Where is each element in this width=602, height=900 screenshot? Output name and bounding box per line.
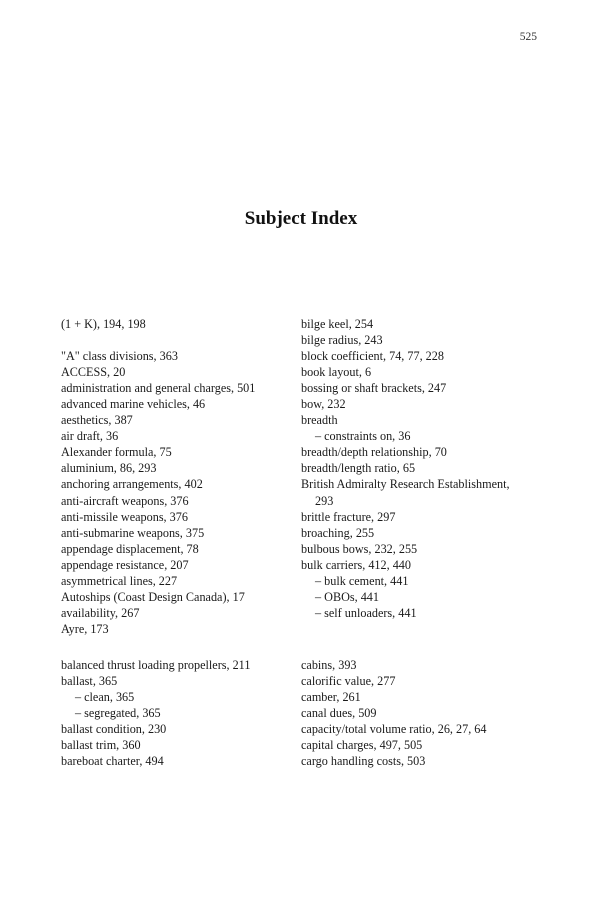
index-entry: British Admiralty Research Establishment, [301,477,510,492]
index-entry: appendage displacement, 78 [61,541,199,556]
index-entry: breadth/length ratio, 65 [301,461,416,476]
index-entry: Ayre, 173 [61,621,109,636]
index-entry: aesthetics, 387 [61,413,133,428]
index-entry: canal dues, 509 [301,706,377,721]
page-number: 525 [519,31,537,43]
index-entry: ballast trim, 360 [61,738,141,753]
index-entry: ACCESS, 20 [61,365,126,380]
index-entry: asymmetrical lines, 227 [61,573,178,588]
index-entry: availability, 267 [61,605,140,620]
index-entry: anti-missile weapons, 376 [61,509,188,524]
index-entry: administration and general charges, 501 [61,381,256,396]
index-entry: brittle fracture, 297 [301,509,396,524]
index-subentry: – clean, 365 [75,690,135,705]
index-column-left-lower [61,657,286,769]
index-entry: camber, 261 [301,690,361,705]
index-entry: cargo handling costs, 503 [301,754,426,769]
index-entry: bulk carriers, 412, 440 [301,557,411,572]
index-entry: book layout, 6 [301,365,372,380]
index-entry: ballast condition, 230 [61,722,167,737]
index-entry: breadth/depth relationship, 70 [301,445,447,460]
index-entry: Alexander formula, 75 [61,445,172,460]
index-entry: "A" class divisions, 363 [61,349,178,364]
index-entry: anti-aircraft weapons, 376 [61,493,189,508]
index-entry: bossing or shaft brackets, 247 [301,381,447,396]
index-column-right [301,316,546,621]
index-entry: bilge radius, 243 [301,333,383,348]
index-subentry: – bulk cement, 441 [315,573,409,588]
index-entry: Autoships (Coast Design Canada), 17 [61,589,245,604]
index-subentry: – self unloaders, 441 [315,605,417,620]
page-title: Subject Index [244,208,358,229]
index-column-right-lower [301,657,546,769]
index-column-left [61,316,286,637]
index-entry: cabins, 393 [301,658,357,672]
index-entry: (1 + K), 194, 198 [61,317,146,331]
index-entry-continuation: 293 [315,493,334,508]
index-entry: appendage resistance, 207 [61,557,189,572]
index-subentry: – constraints on, 36 [315,429,411,444]
index-entry: capacity/total volume ratio, 26, 27, 64 [301,722,487,737]
index-entry: capital charges, 497, 505 [301,738,423,753]
index-subentry: – segregated, 365 [75,706,161,721]
index-subentry: – OBOs, 441 [315,589,379,604]
index-entry: breadth [301,413,338,428]
index-entry: ballast, 365 [61,674,118,689]
index-entry: bilge keel, 254 [301,317,374,331]
index-entry: block coefficient, 74, 77, 228 [301,349,444,364]
index-entry: bow, 232 [301,397,346,412]
index-entry: anti-submarine weapons, 375 [61,525,205,540]
index-entry: broaching, 255 [301,525,375,540]
index-entry: anchoring arrangements, 402 [61,477,203,492]
index-entry: bareboat charter, 494 [61,754,164,769]
index-entry: aluminium, 86, 293 [61,461,157,476]
index-entry: balanced thrust loading propellers, 211 [61,658,251,672]
index-entry: bulbous bows, 232, 255 [301,541,418,556]
index-entry: calorific value, 277 [301,674,396,689]
index-entry: advanced marine vehicles, 46 [61,397,206,412]
index-entry: air draft, 36 [61,429,119,444]
